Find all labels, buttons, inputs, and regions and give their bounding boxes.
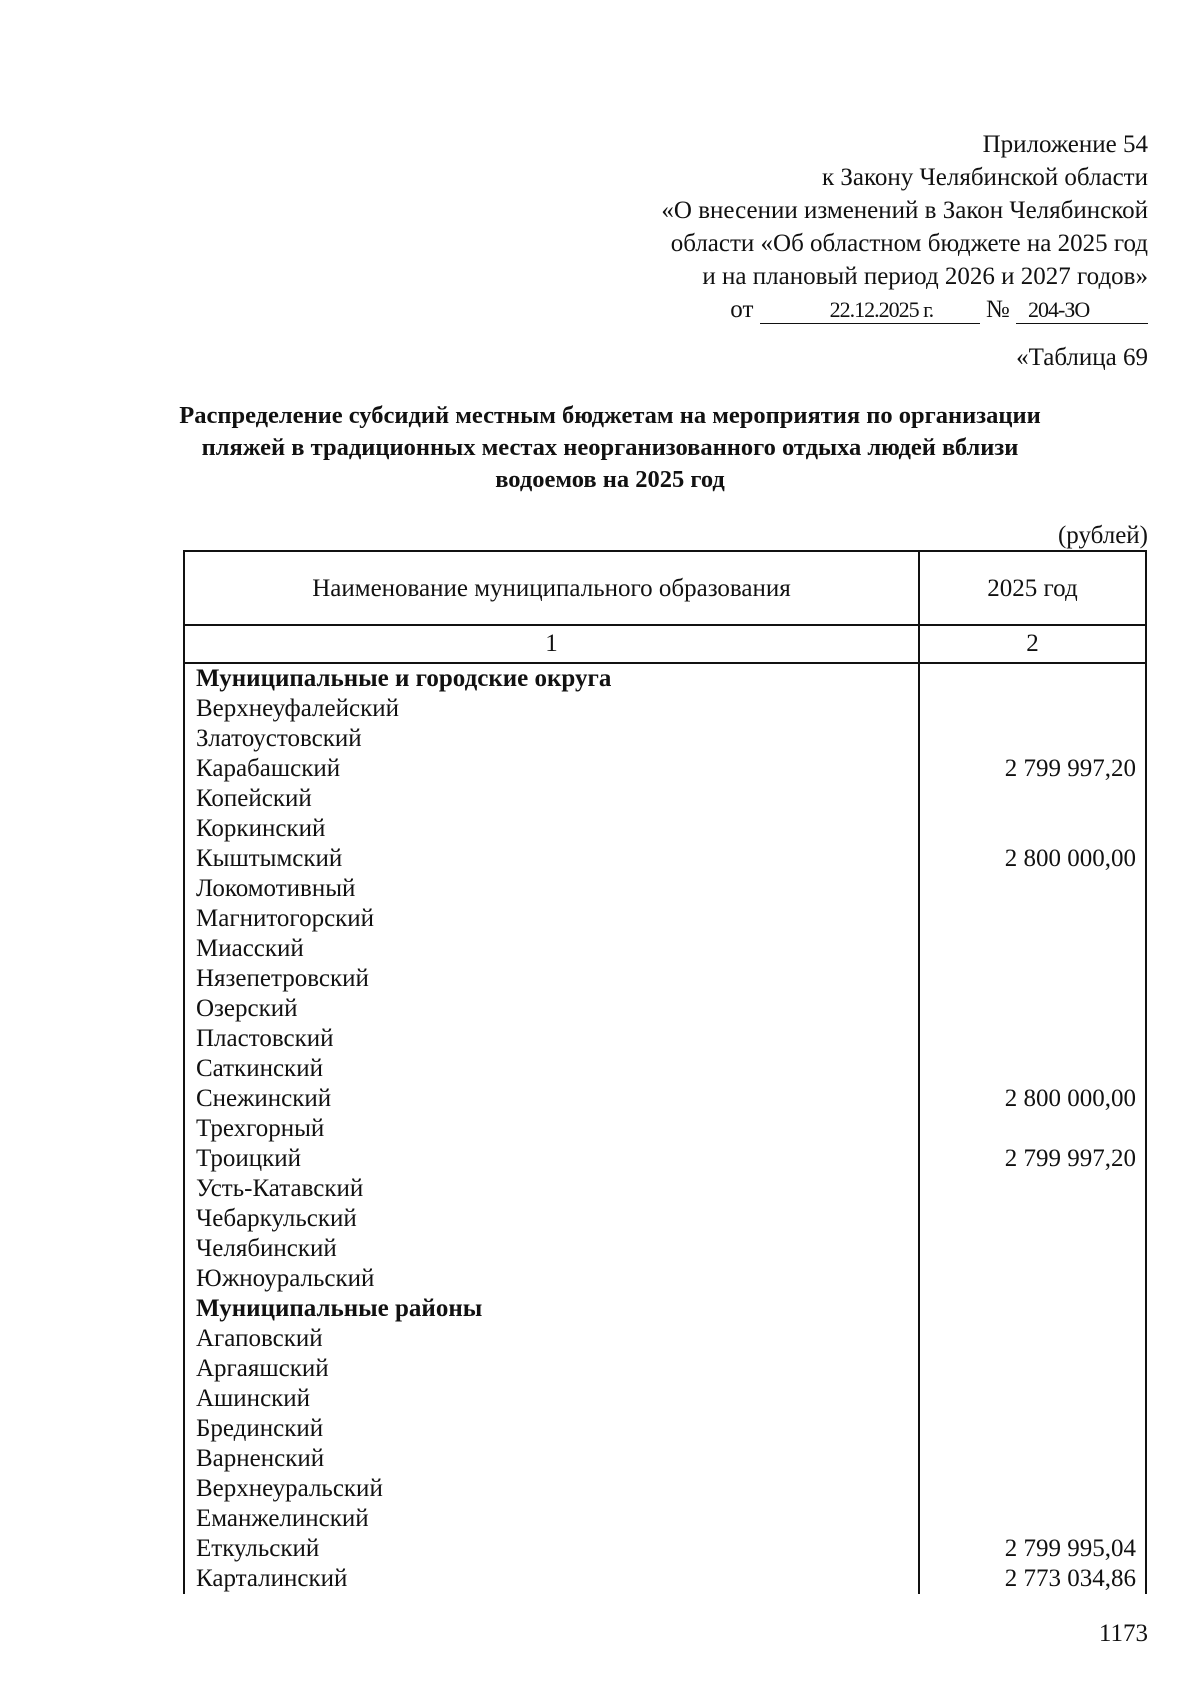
table-row: [184, 874, 1146, 904]
number-sign: №: [985, 296, 1010, 323]
subsidy-amount: [919, 724, 1146, 754]
table-row: [184, 1144, 1146, 1174]
subsidy-amount: [919, 784, 1146, 814]
municipality-name: Верхнеуфалейский: [184, 694, 919, 724]
law-date-number-line: [588, 293, 1148, 326]
document-title: Распределение субсидий местным бюджетам на мероприятия по организации пляжей в традиционных местах неорганизованного отдыха людей вблизи водоемов на 2025 год: [179, 402, 1041, 493]
municipality-name: Еткульский: [184, 1534, 919, 1564]
municipality-name: Усть-Катавский: [184, 1174, 919, 1204]
subsidy-amount: [919, 994, 1146, 1024]
table-group-row: [184, 1294, 1146, 1324]
table-row: [184, 1234, 1146, 1264]
table-row: [184, 1474, 1146, 1504]
table-row: [184, 994, 1146, 1024]
subsidy-amount: 2 773 034,86: [919, 1564, 1146, 1594]
subsidy-amount: [919, 1234, 1146, 1264]
table-row: [184, 1264, 1146, 1294]
subsidy-amount: [919, 663, 1146, 694]
municipality-name: Чебаркульский: [184, 1204, 919, 1234]
subsidy-amount: [919, 1174, 1146, 1204]
page-number: 1173: [1098, 1620, 1148, 1647]
subsidy-amount: [919, 1024, 1146, 1054]
law-date: 22.12.2025 г.: [760, 297, 980, 324]
table-row: [184, 934, 1146, 964]
table-row: [184, 784, 1146, 814]
subsidy-table: [183, 550, 1147, 1594]
table-row: [184, 1084, 1146, 1114]
municipality-name: Троицкий: [184, 1144, 919, 1174]
group-heading: Муниципальные и городские округа: [184, 663, 919, 694]
appendix-line: Приложение 54: [982, 131, 1148, 158]
law-number: 204-ЗО: [1016, 297, 1148, 324]
subsidy-amount: [919, 1294, 1146, 1324]
municipality-name: Нязепетровский: [184, 964, 919, 994]
table-row: [184, 1114, 1146, 1144]
subsidy-amount: [919, 814, 1146, 844]
municipality-name: Еманжелинский: [184, 1504, 919, 1534]
column-header-name-text: Наименование муниципального образования: [312, 574, 791, 602]
table-row: [184, 1324, 1146, 1354]
appendix-line: «О внесении изменений в Закон Челябинской: [661, 197, 1148, 224]
subsidy-amount: [919, 1384, 1146, 1414]
subsidy-amount: [919, 1354, 1146, 1384]
subsidy-amount: [919, 1414, 1146, 1444]
municipality-name: Брединский: [184, 1414, 919, 1444]
appendix-line: области «Об областном бюджете на 2025 год: [670, 230, 1148, 257]
subsidy-amount: [919, 1474, 1146, 1504]
municipality-name: Коркинский: [184, 814, 919, 844]
table-row: [184, 1414, 1146, 1444]
municipality-name: Саткинский: [184, 1054, 919, 1084]
subsidy-amount: [919, 694, 1146, 724]
table-row: [184, 814, 1146, 844]
subsidy-amount: 2 799 997,20: [919, 754, 1146, 784]
municipality-name: Магнитогорский: [184, 904, 919, 934]
table-row: [184, 1174, 1146, 1204]
table-row: [184, 1354, 1146, 1384]
municipality-name: Агаповский: [184, 1324, 919, 1354]
table-row: [184, 1024, 1146, 1054]
municipality-name: Южноуральский: [184, 1264, 919, 1294]
table-row: [184, 754, 1146, 784]
table-row: [184, 724, 1146, 754]
column-number-row: [184, 625, 1146, 663]
municipality-name: Озерский: [184, 994, 919, 1024]
column-header-name: [184, 551, 919, 625]
municipality-name: Миасский: [184, 934, 919, 964]
subsidy-amount: [919, 934, 1146, 964]
municipality-name: Верхнеуральский: [184, 1474, 919, 1504]
municipality-name: Локомотивный: [184, 874, 919, 904]
table-row: [184, 844, 1146, 874]
subsidy-amount: 2 800 000,00: [919, 1084, 1146, 1114]
date-prefix: от: [730, 296, 754, 323]
municipality-name: Варненский: [184, 1444, 919, 1474]
subsidy-amount: [919, 874, 1146, 904]
column-header-year-text: 2025 год: [987, 574, 1078, 602]
subsidy-amount: [919, 1444, 1146, 1474]
municipality-name: Аргаяшский: [184, 1354, 919, 1384]
subsidy-amount: [919, 1264, 1146, 1294]
subsidy-amount: [919, 1054, 1146, 1084]
appendix-header: [588, 128, 1148, 326]
appendix-line: и на плановый период 2026 и 2027 годов»: [702, 263, 1148, 290]
municipality-name: Карталинский: [184, 1564, 919, 1594]
table-row: [184, 1534, 1146, 1564]
subsidy-amount: [919, 964, 1146, 994]
municipality-name: Трехгорный: [184, 1114, 919, 1144]
table-label: «Таблица 69: [1016, 344, 1148, 371]
subsidy-amount: 2 799 995,04: [919, 1534, 1146, 1564]
municipality-name: Пластовский: [184, 1024, 919, 1054]
municipality-name: Челябинский: [184, 1234, 919, 1264]
table-row: [184, 904, 1146, 934]
table-row: [184, 694, 1146, 724]
table-header-row: [184, 551, 1146, 625]
municipality-name: Снежинский: [184, 1084, 919, 1114]
group-heading: Муниципальные районы: [184, 1294, 919, 1324]
table-row: [184, 1564, 1146, 1594]
column-number: 2: [919, 625, 1146, 663]
column-header-year: [919, 551, 1146, 625]
subsidy-amount: 2 800 000,00: [919, 844, 1146, 874]
table-row: [184, 1204, 1146, 1234]
subsidy-amount: [919, 904, 1146, 934]
municipality-name: Ашинский: [184, 1384, 919, 1414]
municipality-name: Карабашский: [184, 754, 919, 784]
units-label: (рублей): [1057, 522, 1148, 549]
subsidy-amount: [919, 1204, 1146, 1234]
table-row: [184, 1504, 1146, 1534]
subsidy-amount: [919, 1504, 1146, 1534]
table-row: [184, 1384, 1146, 1414]
municipality-name: Кыштымский: [184, 844, 919, 874]
subsidy-amount: [919, 1324, 1146, 1354]
municipality-name: Копейский: [184, 784, 919, 814]
table-group-row: [184, 663, 1146, 694]
table-row: [184, 1054, 1146, 1084]
subsidy-amount: 2 799 997,20: [919, 1144, 1146, 1174]
subsidy-amount: [919, 1114, 1146, 1144]
table-row: [184, 964, 1146, 994]
municipality-name: Златоустовский: [184, 724, 919, 754]
appendix-line: к Закону Челябинской области: [822, 164, 1148, 191]
table-row: [184, 1444, 1146, 1474]
column-number: 1: [184, 625, 919, 663]
